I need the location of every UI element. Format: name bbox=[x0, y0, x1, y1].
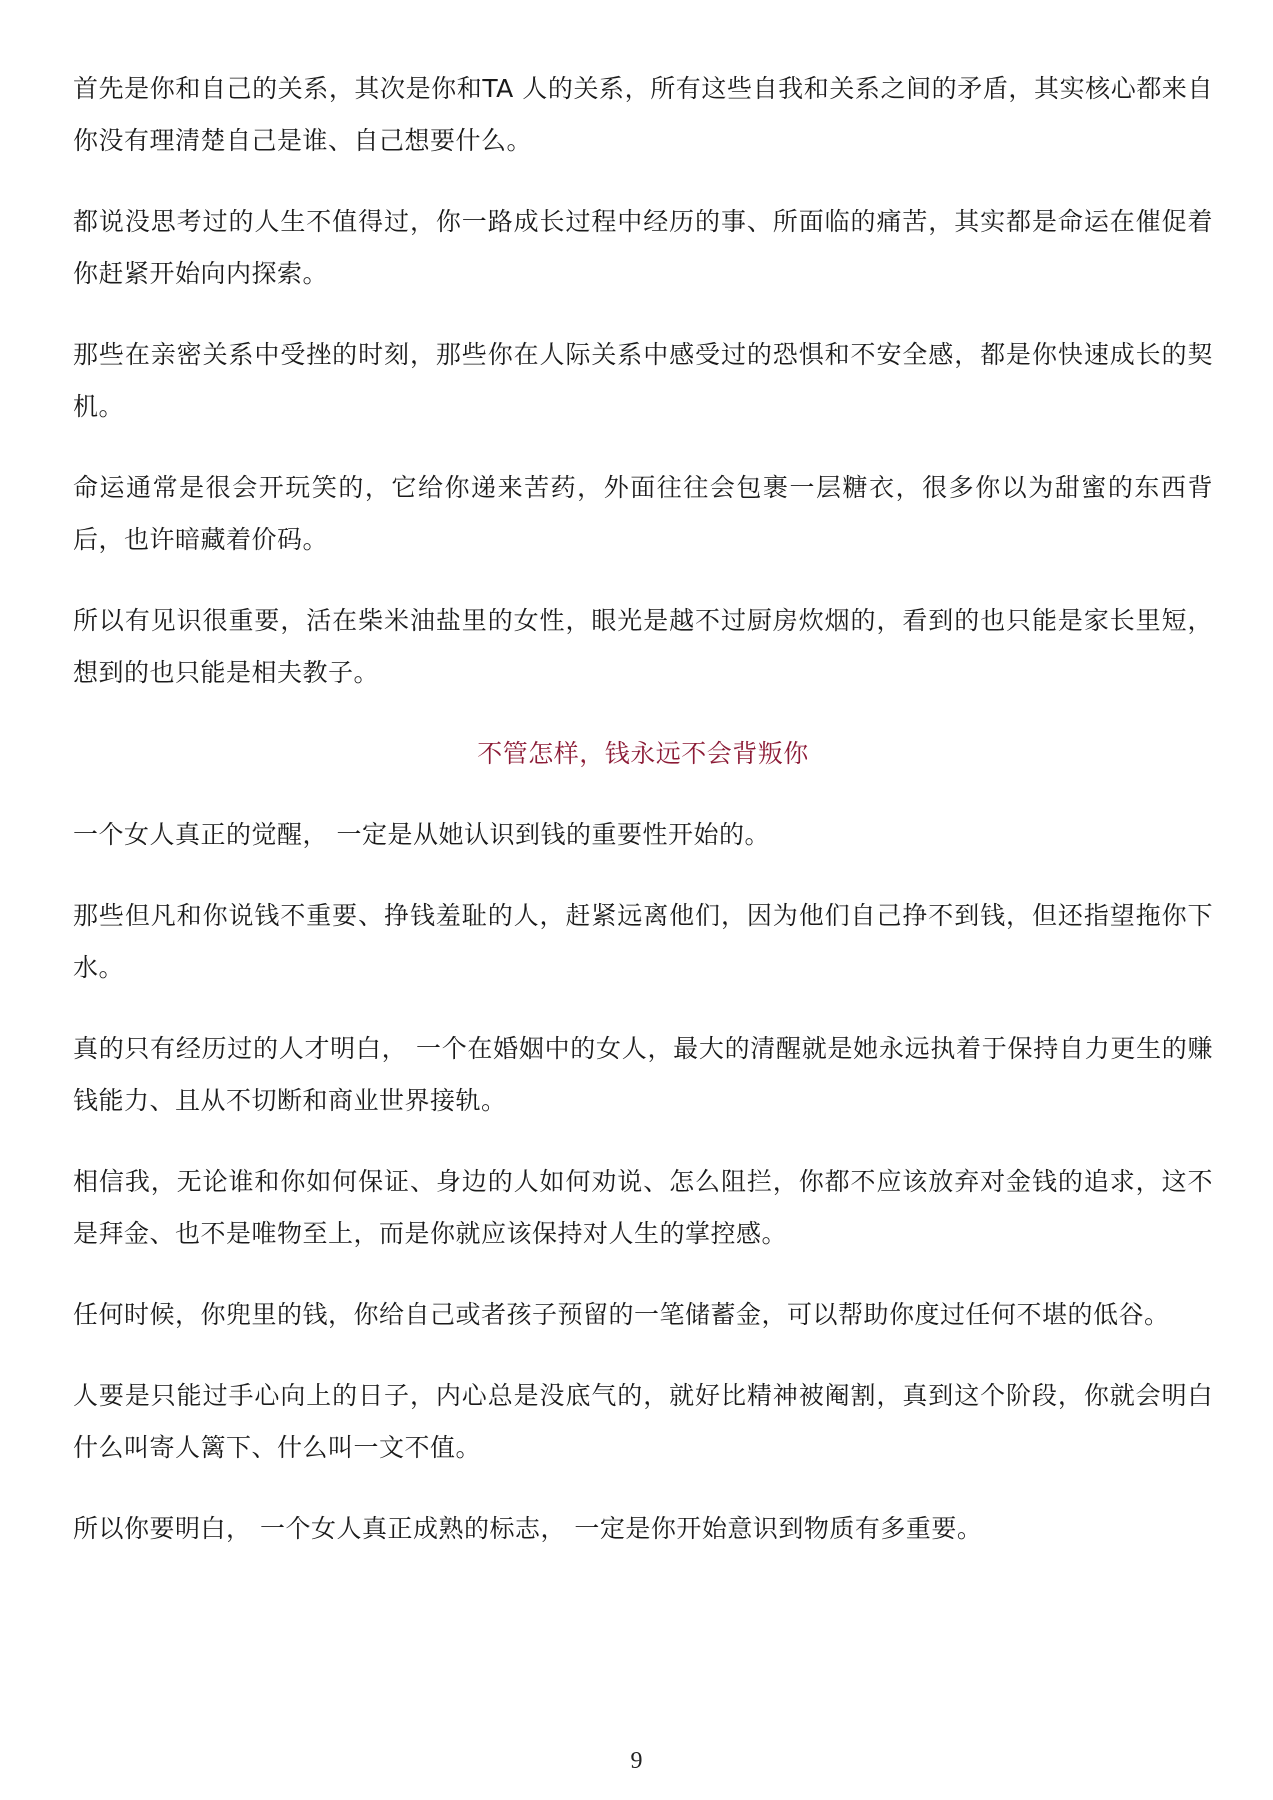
paragraph: 命运通常是很会开玩笑的，它给你递来苦药，外面往往会包裹一层糖衣，很多你以为甜蜜的东西背后，也许暗藏着价码。 bbox=[73, 473, 1213, 554]
paragraph: 那些但凡和你说钱不重要、挣钱羞耻的人，赶紧远离他们，因为他们自己挣不到钱，但还指望拖你下水。 bbox=[73, 901, 1213, 982]
paragraph: 相信我，无论谁和你如何保证、身边的人如何劝说、怎么阻拦，你都不应该放弃对金钱的追求，这不是拜金、也不是唯物至上，而是你就应该保持对人生的掌控感。 bbox=[73, 1167, 1213, 1248]
paragraph: 所以有见识很重要，活在柴米油盐里的女性，眼光是越不过厨房炊烟的，看到的也只能是家长里短，想到的也只能是相夫教子。 bbox=[73, 606, 1213, 687]
paragraph: 首先是你和自己的关系，其次是你和TA 人的关系，所有这些自我和关系之间的矛盾，其实核心都来自你没有理清楚自己是谁、自己想要什么。 bbox=[73, 74, 1213, 155]
paragraph: 一个女人真正的觉醒， 一定是从她认识到钱的重要性开始的。 bbox=[73, 820, 770, 849]
page-number: 9 bbox=[630, 1748, 643, 1774]
page-content bbox=[73, 63, 1213, 1584]
paragraph: 真的只有经历过的人才明白， 一个在婚姻中的女人，最大的清醒就是她永远执着于保持自力更生的赚钱能力、且从不切断和商业世界接轨。 bbox=[73, 1034, 1213, 1115]
paragraph: 所以你要明白， 一个女人真正成熟的标志， 一定是你开始意识到物质有多重要。 bbox=[73, 1514, 983, 1543]
paragraph: 任何时候，你兜里的钱，你给自己或者孩子预留的一笔储蓄金，可以帮助你度过任何不堪的低谷。 bbox=[73, 1300, 1170, 1329]
paragraph: 人要是只能过手心向上的日子，内心总是没底气的，就好比精神被阉割，真到这个阶段，你就会明白什么叫寄人篱下、什么叫一文不值。 bbox=[73, 1381, 1213, 1462]
section-heading: 不管怎样，钱永远不会背叛你 bbox=[477, 739, 809, 768]
paragraph: 那些在亲密关系中受挫的时刻，那些你在人际关系中感受过的恐惧和不安全感，都是你快速成长的契机。 bbox=[73, 340, 1213, 421]
paragraph: 都说没思考过的人生不值得过，你一路成长过程中经历的事、所面临的痛苦，其实都是命运在催促着你赶紧开始向内探索。 bbox=[73, 207, 1213, 288]
